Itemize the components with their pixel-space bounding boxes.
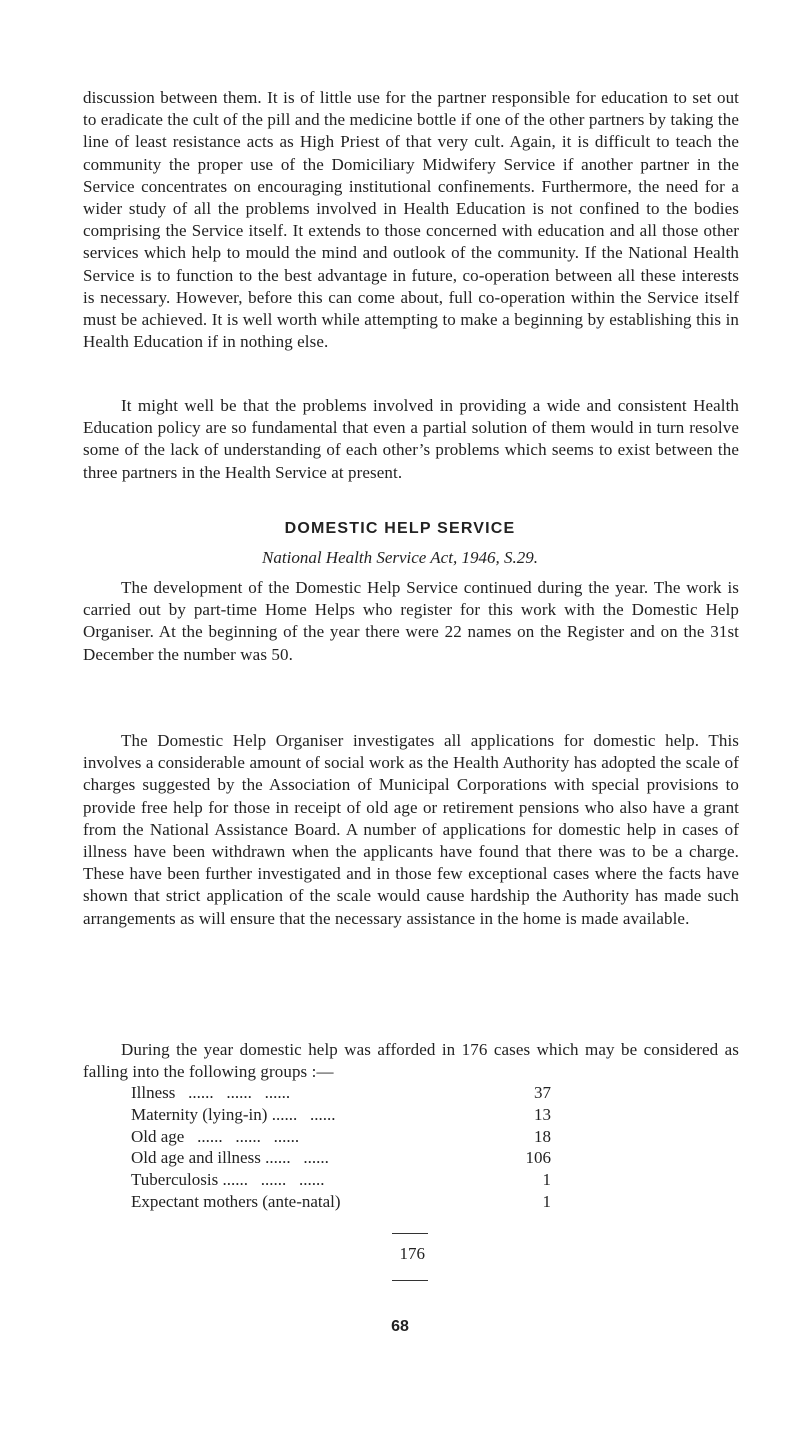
page-number: 68 <box>391 1318 409 1335</box>
list-item <box>131 1147 551 1169</box>
section-subheading: National Health Service Act, 1946, S.29. <box>262 548 538 567</box>
cases-total: 176 <box>399 1244 425 1263</box>
paragraph-domestic-help-development: The development of the Domestic Help Service continued during the year. The work is carried out by part-time Home Helps who register for this work with the Domestic Help Organiser. At the beginning of the year there were 22 names on the Register and on the 31st December the number was 50. <box>83 578 739 664</box>
paragraph-health-education-policy: It might well be that the problems involved in providing a wide and consistent Health Education policy are so fundamental that even a partial solution of them would in turn resolve some of the lack of understanding of each other’s problems which seems to exist between the three partners in the Health Service at present. <box>83 396 739 482</box>
list-item <box>131 1191 551 1213</box>
total-rule-bottom <box>392 1280 428 1281</box>
list-item <box>131 1104 551 1126</box>
list-item <box>131 1126 551 1148</box>
group-label: Maternity (lying-in) ...... ...... <box>131 1104 336 1124</box>
list-item <box>131 1169 551 1191</box>
paragraph-health-education-cooperation: discussion between them. It is of little use for the partner responsible for education to set out to eradicate the cult of the pill and the medicine bottle if one of the other partners by taking the line of least resistance acts as High Priest of that very cult. Again, it is difficult to teach the community the proper use of the Domiciliary Midwifery Service if another partner in the Service concentrates on encouraging institutional confinements. Furthermore, the need for a wider study of all the problems involved in Health Education is not confined to the bodies comprising the Service itself. It extends to those concerned with education and all those other services which help to mould the mind and outlook of the community. If the National Health Service is to function to the best advantage in future, co-operation between all these interests is necessary. However, before this can come about, full co-operation within the Service itself must be achieved. It is well worth while attempting to make a beginning by establishing this in Health Education if in nothing else. <box>83 88 739 352</box>
group-value: 18 <box>534 1126 551 1146</box>
cases-group-list <box>131 1082 551 1213</box>
group-value: 1 <box>542 1191 551 1211</box>
total-rule-top <box>392 1233 428 1234</box>
list-item <box>131 1082 551 1104</box>
group-label: Expectant mothers (ante-natal) <box>131 1191 341 1211</box>
paragraph-cases-intro: During the year domestic help was afforded in 176 cases which may be considered as falling into the following groups :— <box>83 1040 739 1082</box>
group-label: Old age ...... ...... ...... <box>131 1126 300 1146</box>
group-value: 37 <box>534 1083 551 1102</box>
group-value: 106 <box>525 1148 551 1168</box>
group-value: 1 <box>542 1170 551 1190</box>
section-heading: DOMESTIC HELP SERVICE <box>284 520 516 537</box>
paragraph-domestic-help-organiser: The Domestic Help Organiser investigates all applications for domestic help. This involves a considerable amount of social work as the Health Authority has adopted the scale of charges suggested by the Association of Municipal Corporations with special provisions to provide free help for those in receipt of old age or retirement pensions who also have a grant from the National Assistance Board. A number of applications for domestic help in cases of illness have been withdrawn when the applicants have found that there was to be a charge. These have been further investigated and in those few exceptional cases where the facts have shown that strict application of the scale would cause hardship the Authority has made such arrangements as will ensure that the necessary assistance in the home is made available. <box>83 731 739 928</box>
group-value: 13 <box>534 1104 551 1124</box>
group-label: Tuberculosis ...... ...... ...... <box>131 1170 325 1190</box>
group-label: Old age and illness ...... ...... <box>131 1148 329 1168</box>
group-label: Illness ...... ...... ...... <box>131 1083 291 1102</box>
